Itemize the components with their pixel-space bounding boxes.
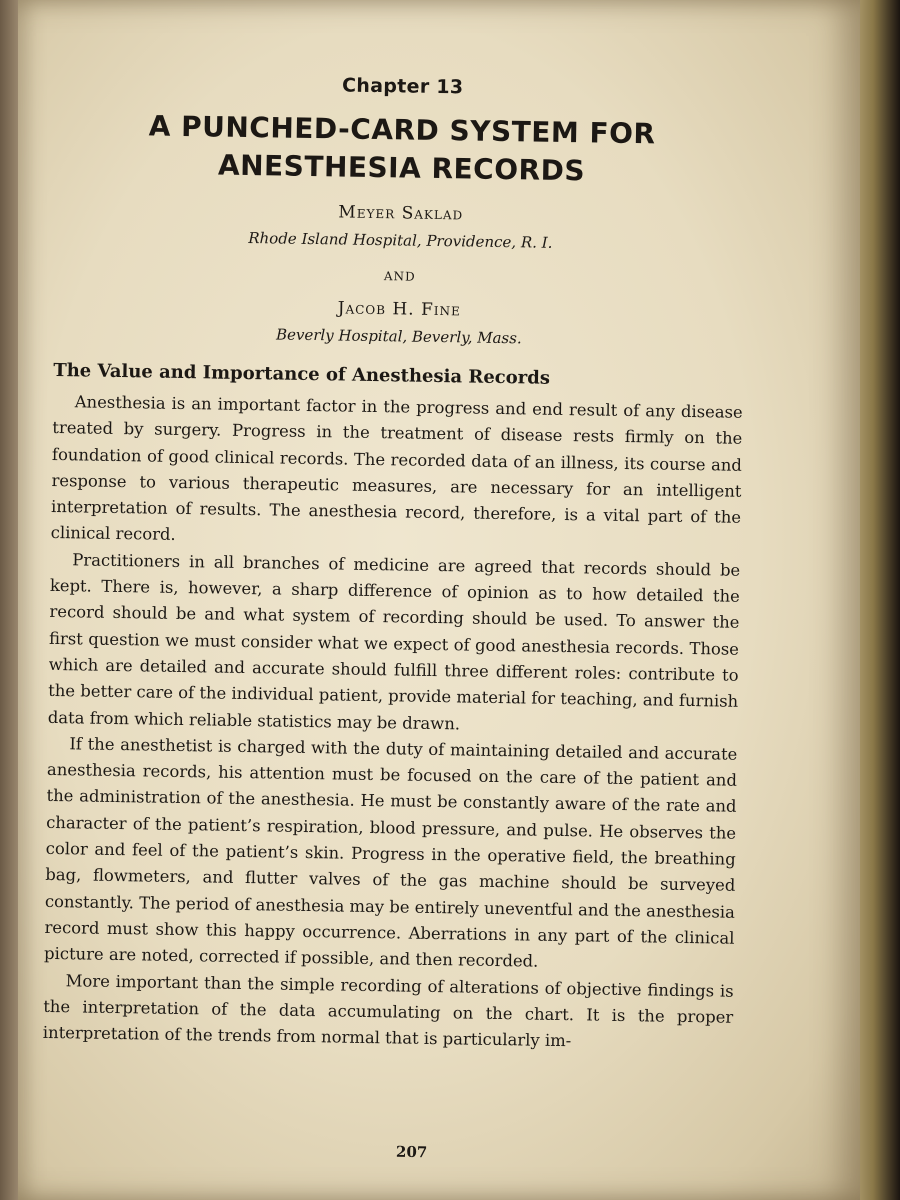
- body-paragraph: If the anesthetist is charged with the duty of maintaining detailed and accurate anesthesia records, his attention must be focused on the care of the patient and the administration of the anesthesia. He must be constantly aware of the rate and character of the patient’s respiration, blood pressure, and pulse. He observes the color and feel of the patient’s skin. Progress in the operative field, the breathing bag, flowmeters, and flutter valves of the gas machine should be surveyed constantly. The period of anesthesia may be entirely uneventful and the anesthesia record must show this happy occurrence. Aberrations in any part of the clinical picture are noted, corrected if possible, and then recorded.: [43, 734, 738, 971]
- chapter-label: Chapter 13: [341, 74, 464, 99]
- author-affiliation: Rhode Island Hospital, Providence, R. I.: [248, 229, 553, 252]
- page-content: [43, 70, 748, 1057]
- book-page: [18, 0, 860, 1200]
- body-paragraph: Practitioners in all branches of medicine are agreed that records should be kept. There is, however, a sharp difference of opinion as to how detailed the record should be and what system of recording should be used. To answer the first question we must consider what we expect of good anesthesia records. Those which are detailed and accurate should fulfill three different roles: contribute to the better care of the individual patient, provide material for teaching, and furnish data from which reliable statistics may be drawn.: [47, 550, 741, 733]
- section-heading: The Value and Importance of Anesthesia Records: [53, 359, 551, 389]
- author-affiliation: Beverly Hospital, Beverly, Mass.: [275, 325, 522, 348]
- title-line: A PUNCHED-CARD SYSTEM FOR: [148, 109, 656, 151]
- body-paragraph: Anesthesia is an important factor in the progress and end result of any disease treated by surgery. Progress in the treatment of disease rests firmly on the foundation of good clinical records. The recorded data of an illness, its course and response to various therapeutic measures, are necessary for an intelligent interpretation of results. The anesthesia record, therefore, is a vital part of the clinical record.: [50, 392, 743, 545]
- chapter-title: [56, 106, 747, 193]
- title-line: ANESTHESIA RECORDS: [217, 148, 586, 188]
- author-name: Meyer Saklad: [338, 202, 464, 225]
- body-paragraph: More important than the simple recording of alterations of objective findings is the interpretation of the data accumulating on the chart. It is the proper interpretation of the trends from normal that is particularly im-: [42, 970, 734, 1051]
- page-number: 207: [395, 1142, 428, 1162]
- author-name: Jacob H. Fine: [337, 298, 462, 321]
- author-conjunction: AND: [383, 269, 416, 284]
